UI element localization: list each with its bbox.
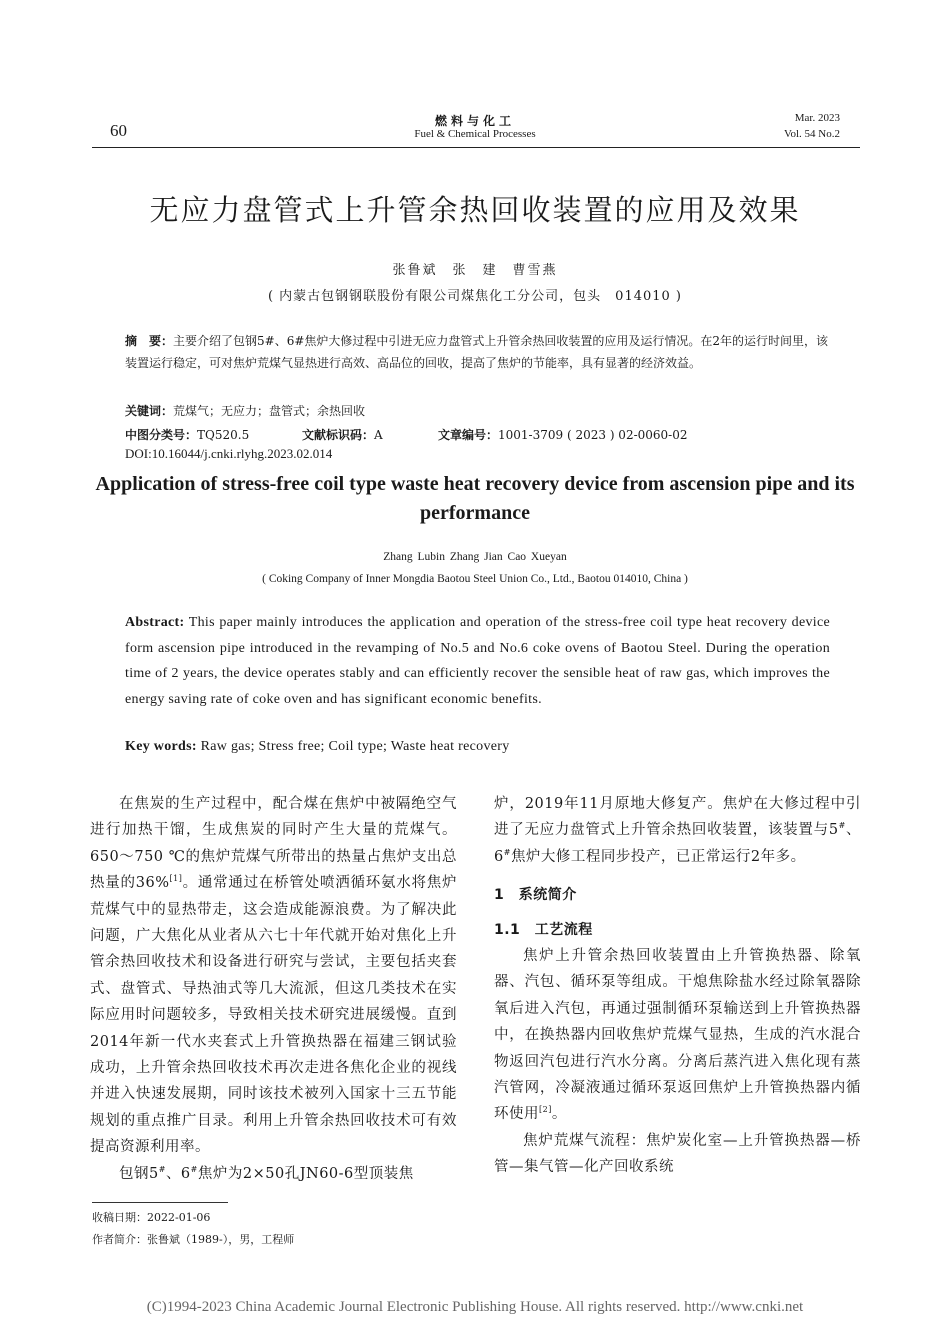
article-id-value: 1001-3709 ( 2023 ) 02-0060-02: [498, 428, 688, 442]
authors-cn: 张鲁斌 张 建 曹雪燕: [392, 263, 558, 278]
article-title-en: Application of stress-free coil type waste heat recovery device from ascension pipe and its performance: [95, 473, 855, 524]
doc-code-line: [302, 426, 383, 443]
body-text: 焦炉上升管余热回收装置由上升管换热器、除氧器、汽包、循环泵等组成。干熄焦除盐水经过除氧器除氧后进入汽包，再通过强制循环泵输送到上升管换热器中，在换热器内回收焦炉荒煤气显热，生成的汽水混合物返回汽包进行汽水分离。分离后蒸汽进入焦化现有蒸汽管网，冷凝液通过循环泵返回焦炉上升管换热器内循环使用: [494, 948, 861, 1123]
body-text: 。通常通过在桥管处喷洒循环氨水将焦炉荒煤气中的显热带走，这会造成能源浪费。为了解决此问题，广大焦化从业者从六七十年代就开始对焦化上升管余热回收技术和设备进行研究与尝试，主要包括夹套式、盘管式、导热油式等几大流派，但这几类技术在实际应用时问题较多，导致相关技术研究进展缓慢。直到2014年新一代水夹套式上升管换热器在福建三钢试验成功，上升管余热回收技术再次走进各焦化企业的视线并进入快速发展期，同时该技术被列入国家十三五节能规划的重点推广目录。利用上升管余热回收技术可有效提高资源利用率。: [90, 875, 458, 1156]
keywords-cn-label: 关键词：: [125, 404, 174, 418]
doc-code-label: 文献标识码：: [302, 428, 375, 442]
footnote-rule: [92, 1202, 228, 1203]
body-text: 、6: [494, 822, 862, 865]
superscript: #: [503, 847, 511, 857]
copyright-line: (C)1994-2023 China Academic Journal Electronic Publishing House. All rights reserved. http://www.cnki.net: [146, 1299, 804, 1315]
affiliation-cn: ( 内蒙古包钢钢联股份有限公司煤焦化工分公司，包头 014010 ): [267, 289, 683, 304]
journal-title-cn: 燃料与化工: [434, 114, 515, 128]
body-paragraph-process: [494, 943, 861, 1128]
keywords-en-text: Raw gas; Stress free; Coil type; Waste heat recovery: [200, 739, 510, 754]
footnote-author-bio: 作者简介：张鲁斌（1989-），男，工程师: [92, 1233, 295, 1246]
body-text: 、6: [165, 1165, 191, 1182]
classification-line: [125, 426, 249, 443]
body-paragraph-gas-flow: 焦炉荒煤气流程：焦炉炭化室—上升管换热器—桥管—集气管—化产回收系统: [494, 1132, 861, 1176]
citation-ref: [2]: [539, 1105, 552, 1115]
doi: DOI:10.16044/j.cnki.rlyhg.2023.02.014: [125, 446, 333, 461]
affiliation-en: ( Coking Company of Inner Mongdia Baotou Steel Union Co., Ltd., Baotou 014010, China ): [262, 573, 688, 585]
superscript: #: [838, 821, 846, 831]
article-title-cn: 无应力盘管式上升管余热回收装置的应用及效果: [149, 193, 801, 227]
page-number: 60: [110, 121, 127, 140]
abstract-cn-label: 摘 要：: [125, 334, 174, 348]
superscript: #: [190, 1164, 198, 1174]
keywords-en: [125, 739, 510, 755]
body-left-column: [90, 791, 457, 1187]
clc-label: 中图分类号：: [125, 428, 198, 442]
citation-ref: [1]: [169, 874, 183, 884]
authors-en: Zhang Lubin Zhang Jian Cao Xueyan: [383, 551, 567, 563]
body-paragraph-baotou: [90, 1161, 457, 1187]
body-text: 。: [551, 1106, 567, 1123]
doc-code-value: A: [374, 428, 383, 442]
keywords-cn: [125, 402, 365, 419]
article-id-line: [438, 426, 688, 443]
body-text: 在焦炭的生产过程中，配合煤在焦炉中被隔绝空气进行加热干馏，生成焦炭的同时产生大量的荒煤气。650～750 ℃的焦炉荒煤气所带出的热量占焦炉支出总热量的36%: [90, 796, 457, 892]
body-right-column: [494, 791, 861, 1181]
abstract-en: [125, 610, 830, 712]
issue-date: Mar. 2023: [794, 112, 840, 124]
body-text: 包钢5: [119, 1165, 159, 1182]
body-text: 焦炉为2×50孔JN60-6型顶装焦: [197, 1165, 414, 1182]
clc-value: TQ520.5: [197, 428, 250, 442]
article-id-label: 文章编号：: [438, 428, 499, 442]
abstract-en-text: This paper mainly introduces the application and operation of the stress-free coil type heat recovery device form ascension pipe introduced in the revamping of No.5 and No.6 coke ovens of Baotou Steel. During the operation time of 2 years, the device operates stably and can efficiently recover the sensible heat of raw gas, which improves the energy saving rate of coke oven and has significant economic benefits.: [125, 615, 830, 707]
header-rule: [92, 147, 860, 148]
section-heading-1: 1 系统简介: [494, 887, 577, 904]
abstract-cn-text: 主要介绍了包钢5#、6#焦炉大修过程中引进无应力盘管式上升管余热回收装置的应用及运行情况。在2年的运行时间里，该装置运行稳定，可对焦炉荒煤气显热进行高效、高品位的回收，提高了焦炉的节能率，具有显著的经济效益。: [125, 334, 829, 370]
body-paragraph-intro: [90, 791, 457, 1161]
keywords-en-label: Key words:: [125, 739, 197, 754]
body-text: 焦炉大修工程同步投产，已正常运行2年多。: [510, 848, 806, 865]
footnote-received: 收稿日期：2022-01-06: [92, 1211, 211, 1224]
issue-volume: Vol. 54 No.2: [783, 128, 840, 140]
superscript: #: [158, 1164, 166, 1174]
abstract-en-label: Abstract:: [125, 615, 185, 630]
abstract-cn: [125, 330, 830, 374]
journal-title-en: Fuel & Chemical Processes: [414, 128, 536, 140]
section-heading-1-1: 1.1 工艺流程: [494, 921, 593, 938]
body-text: 炉，2019年11月原地大修复产。焦炉在大修过程中引进了无应力盘管式上升管余热回收装置，该装置与5: [494, 796, 861, 839]
body-paragraph-continued: [494, 791, 861, 870]
keywords-cn-text: 荒煤气；无应力；盘管式；余热回收: [173, 404, 366, 418]
